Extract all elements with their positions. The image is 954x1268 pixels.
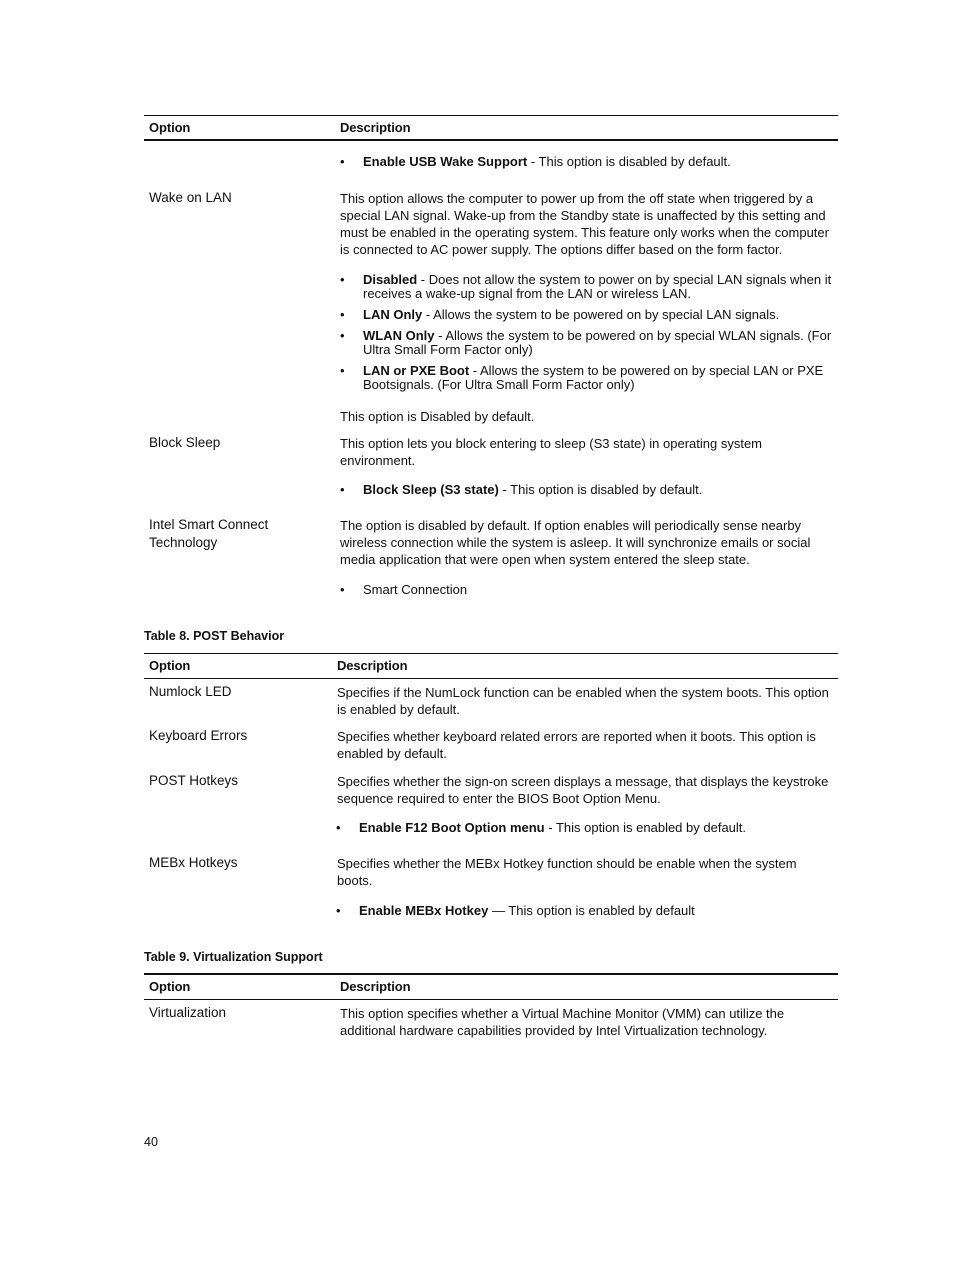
wake-on-lan-bullet-disabled: • Disabled - Does not allow the system to power on by special LAN signals when it receives a wake-up signal from the LAN or wireless LAN. [340, 272, 832, 301]
option-virtualization: Virtualization [149, 1005, 227, 1020]
table9-top-rule [144, 973, 838, 975]
wake-on-lan-description: This option allows the computer to power up from the off state when triggered by a special LAN signal. Wake-up from the Standby state is unaffected by this setting and must be enabled in the operating system. This feature only works when the computer is connected to AC power supply. The options differ based on the form factor. [340, 191, 829, 257]
table9-header-option: Option [149, 979, 191, 994]
numlock-description: Specifies if the NumLock function can be enabled when the system boots. This option is enabled by default. [337, 685, 829, 717]
table8-top-rule [144, 653, 838, 654]
block-sleep-bullet: • Block Sleep (S3 state) - This option is disabled by default. [340, 482, 703, 497]
table7-top-rule [144, 115, 838, 116]
mebx-hotkeys-description: Specifies whether the MEBx Hotkey function should be enable when the system boots. [337, 856, 797, 888]
post-hotkeys-bullet: • Enable F12 Boot Option menu - This option is enabled by default. [336, 820, 747, 835]
option-intel-smart-connect: Intel Smart Connect Technology [149, 517, 269, 550]
table7-header-description: Description [340, 120, 411, 135]
usb-wake-bullet: • Enable USB Wake Support - This option is disabled by default. [340, 154, 731, 169]
table8-header-rule [144, 678, 838, 679]
option-mebx-hotkeys: MEBx Hotkeys [149, 855, 238, 870]
table8-caption: Table 8. POST Behavior [144, 629, 285, 643]
wake-on-lan-bullet-wlan-only: • WLAN Only - Allows the system to be powered on by special WLAN signals. (For Ultra Small Form Factor only) [340, 328, 832, 357]
option-wake-on-lan: Wake on LAN [149, 190, 232, 205]
table7-header-rule [144, 139, 838, 141]
smart-connect-bullet: • Smart Connection [340, 582, 468, 597]
wake-on-lan-default-note: This option is Disabled by default. [340, 409, 535, 424]
option-block-sleep: Block Sleep [149, 435, 221, 450]
wake-on-lan-bullet-lan-or-pxe: • LAN or PXE Boot - Allows the system to be powered on by special LAN or PXE Bootsignals. (For Ultra Small Form Factor only) [340, 363, 824, 392]
table9-header-rule [144, 999, 838, 1000]
smart-connect-description: The option is disabled by default. If option enables will periodically sense nearby wireless connection while the system is asleep. It will synchronize emails or social media application that were open when system entered the sleep state. [340, 518, 811, 567]
table7-header-option: Option [149, 120, 191, 135]
block-sleep-description: This option lets you block entering to sleep (S3 state) in operating system environment. [340, 436, 762, 468]
option-post-hotkeys: POST Hotkeys [149, 773, 239, 788]
wake-on-lan-bullet-lan-only: • LAN Only - Allows the system to be powered on by special LAN signals. [340, 307, 780, 322]
mebx-hotkeys-bullet: • Enable MEBx Hotkey — This option is enabled by default [336, 903, 695, 918]
option-keyboard-errors: Keyboard Errors [149, 728, 248, 743]
keyboard-errors-description: Specifies whether keyboard related errors are reported when it boots. This option is enabled by default. [337, 729, 816, 761]
virtualization-description: This option specifies whether a Virtual Machine Monitor (VMM) can utilize the additional hardware capabilities provided by Intel Virtualization technology. [340, 1006, 785, 1038]
page-number: 40 [144, 1135, 158, 1149]
bullet-dot: • [340, 154, 345, 169]
table9-header-description: Description [340, 979, 411, 994]
table8-header-option: Option [149, 658, 191, 673]
post-hotkeys-description: Specifies whether the sign-on screen displays a message, that displays the keystroke sequence required to enter the BIOS Boot Option Menu. [337, 774, 829, 806]
option-numlock-led: Numlock LED [149, 684, 232, 699]
table8-header-description: Description [337, 658, 408, 673]
table9-caption: Table 9. Virtualization Support [144, 950, 323, 964]
